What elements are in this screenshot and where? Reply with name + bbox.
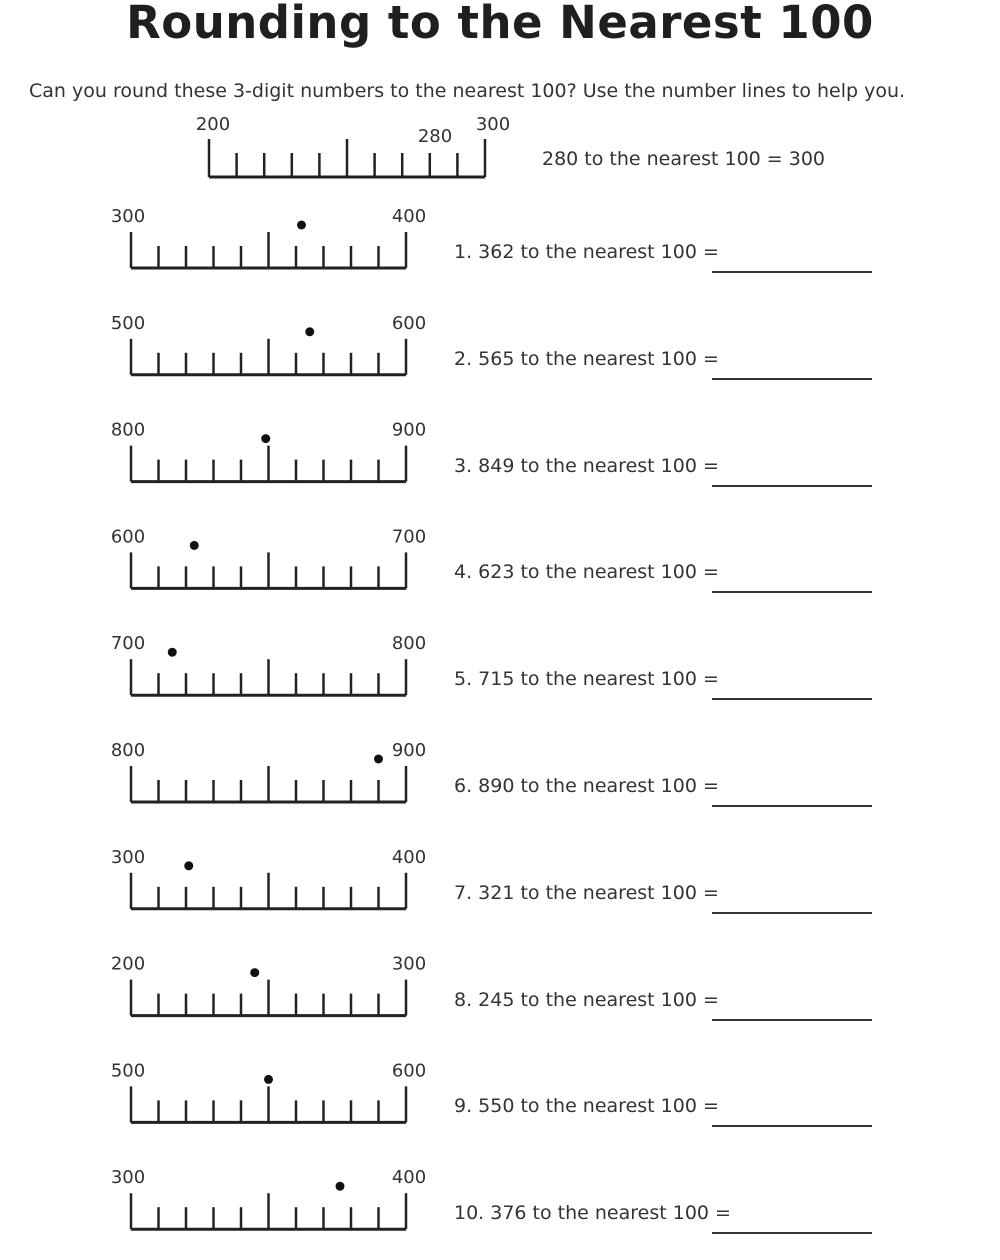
- page-title: Rounding to the Nearest 100: [126, 0, 874, 49]
- number-line-marker-dot: [261, 434, 270, 443]
- question-text: 5. 715 to the nearest 100 =: [454, 668, 719, 691]
- question-number-line: [111, 1167, 426, 1229]
- question-number-lines: [111, 206, 426, 1229]
- example-start-label: 200: [195, 114, 231, 135]
- question-number-line: [111, 847, 426, 909]
- question-number-line: [111, 633, 426, 695]
- number-line-marker-dot: [305, 327, 314, 336]
- answer-blank[interactable]: [712, 1125, 872, 1127]
- question-text: 2. 565 to the nearest 100 =: [454, 347, 719, 370]
- number-line-start-label: 800: [110, 740, 146, 761]
- number-line-end-label: 300: [391, 953, 427, 975]
- number-line-start-label: 200: [110, 953, 146, 975]
- answer-blank[interactable]: [712, 698, 872, 700]
- number-line-start-label: 500: [110, 312, 146, 334]
- number-line-start-label: 700: [110, 633, 146, 655]
- number-line-start-label: 600: [110, 526, 146, 548]
- question-number-line: [111, 526, 426, 588]
- answer-blank[interactable]: [712, 805, 872, 807]
- answer-blank[interactable]: [712, 912, 872, 914]
- number-line-end-label: 700: [391, 526, 427, 548]
- number-line-start-label: 300: [110, 206, 146, 227]
- question-text: 7. 321 to the nearest 100 =: [454, 881, 719, 904]
- question-text: 1. 362 to the nearest 100 =: [454, 241, 719, 263]
- question-number-line: [111, 420, 426, 482]
- number-line-end-label: 900: [391, 419, 427, 441]
- number-line-end-label: 400: [391, 206, 427, 227]
- number-line-marker-dot: [190, 541, 199, 550]
- question-number-line: [111, 313, 426, 375]
- question-text: 9. 550 to the nearest 100 =: [454, 1095, 719, 1118]
- number-line-marker-dot: [297, 221, 306, 230]
- number-line-end-label: 600: [391, 312, 427, 334]
- question-text: 8. 245 to the nearest 100 =: [454, 988, 719, 1011]
- number-line-marker-dot: [184, 861, 193, 870]
- number-line-start-label: 300: [110, 846, 146, 868]
- question-number-line: [111, 954, 426, 1016]
- question-text: 4. 623 to the nearest 100 =: [454, 561, 719, 584]
- number-line-end-label: 400: [391, 846, 427, 868]
- example-marked-label: 280: [417, 126, 453, 147]
- example-number-line: [196, 114, 510, 177]
- question-number-line: [111, 1060, 426, 1122]
- number-line-end-label: 600: [391, 1060, 427, 1082]
- number-line-start-label: 300: [110, 1167, 146, 1189]
- example-answer-text: 280 to the nearest 100 = 300: [542, 148, 826, 170]
- answer-blank[interactable]: [712, 1232, 872, 1234]
- answer-blank[interactable]: [712, 271, 872, 273]
- number-line-end-label: 900: [391, 740, 427, 761]
- question-text: 6. 890 to the nearest 100 =: [454, 775, 719, 797]
- answer-blank[interactable]: [712, 1019, 872, 1021]
- number-line-marker-dot: [168, 648, 177, 657]
- question-number-line: [111, 740, 426, 802]
- number-line-end-label: 400: [391, 1167, 427, 1189]
- answer-blank[interactable]: [712, 378, 872, 380]
- number-line-start-label: 800: [110, 419, 146, 441]
- answer-blank[interactable]: [712, 591, 872, 593]
- instructions: Can you round these 3-digit numbers to the nearest 100? Use the number lines to help you.: [29, 80, 906, 102]
- number-line-marker-dot: [374, 755, 383, 764]
- number-line-marker-dot: [250, 968, 259, 977]
- example-end-label: 300: [475, 114, 511, 135]
- answer-blank[interactable]: [712, 485, 872, 487]
- question-text: 3. 849 to the nearest 100 =: [454, 454, 719, 477]
- question-text: 10. 376 to the nearest 100 =: [454, 1202, 731, 1225]
- number-line-marker-dot: [336, 1182, 345, 1191]
- number-line-start-label: 500: [110, 1060, 146, 1082]
- question-number-line: [111, 206, 426, 268]
- number-line-marker-dot: [264, 1075, 273, 1084]
- number-line-end-label: 800: [391, 633, 427, 655]
